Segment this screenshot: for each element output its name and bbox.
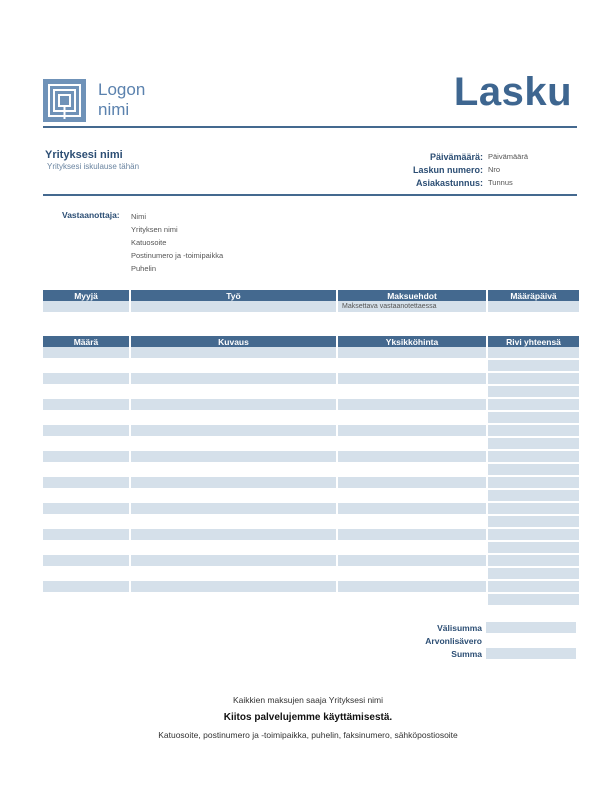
items-table-header — [43, 336, 579, 347]
meta-date — [390, 150, 580, 163]
item-description-cell[interactable] — [131, 555, 336, 568]
order-table-row — [43, 301, 579, 314]
item-line-total-cell[interactable] — [488, 425, 579, 438]
header-due-date: Määräpäivä — [488, 290, 579, 301]
item-description-cell[interactable] — [131, 386, 336, 399]
item-unit-price-cell[interactable] — [338, 477, 486, 490]
item-row — [43, 386, 579, 399]
item-quantity-cell[interactable] — [43, 386, 129, 399]
item-quantity-cell[interactable] — [43, 425, 129, 438]
item-quantity-cell[interactable] — [43, 399, 129, 412]
item-quantity-cell[interactable] — [43, 347, 129, 360]
item-unit-price-cell[interactable] — [338, 412, 486, 425]
item-line-total-cell[interactable] — [488, 477, 579, 490]
item-row — [43, 347, 579, 360]
item-unit-price-cell[interactable] — [338, 516, 486, 529]
item-line-total-cell[interactable] — [488, 347, 579, 360]
item-unit-price-cell[interactable] — [338, 568, 486, 581]
item-row — [43, 373, 579, 386]
recipient-postal[interactable]: Postinumero ja -toimipaikka — [131, 251, 224, 260]
item-line-total-cell[interactable] — [488, 451, 579, 464]
item-unit-price-cell[interactable] — [338, 464, 486, 477]
item-line-total-cell[interactable] — [488, 438, 579, 451]
item-row — [43, 438, 579, 451]
order-table — [41, 290, 581, 314]
item-line-total-cell[interactable] — [488, 581, 579, 594]
item-unit-price-cell[interactable] — [338, 360, 486, 373]
logo-name — [98, 80, 178, 120]
logo-line-1: Logon — [98, 80, 146, 99]
item-quantity-cell[interactable] — [43, 581, 129, 594]
items-table — [41, 336, 581, 607]
logo-line-2: nimi — [98, 100, 130, 119]
item-description-cell[interactable] — [131, 451, 336, 464]
item-line-total-cell[interactable] — [488, 594, 579, 607]
item-unit-price-cell[interactable] — [338, 373, 486, 386]
company-slogan: Yrityksesi iskulause tähän — [47, 162, 140, 171]
item-line-total-cell[interactable] — [488, 412, 579, 425]
item-line-total-cell[interactable] — [488, 360, 579, 373]
item-quantity-cell[interactable] — [43, 529, 129, 542]
header-seller: Myyjä — [43, 290, 129, 301]
item-quantity-cell[interactable] — [43, 490, 129, 503]
item-description-cell[interactable] — [131, 594, 336, 607]
meta-customer-id-label: Asiakastunnus: — [415, 177, 483, 188]
item-row — [43, 555, 579, 568]
item-row — [43, 425, 579, 438]
recipient-label: Vastaanottaja: — [62, 210, 120, 220]
subtotal-row — [380, 621, 576, 634]
item-row — [43, 477, 579, 490]
item-line-total-cell[interactable] — [488, 490, 579, 503]
item-line-total-cell[interactable] — [488, 529, 579, 542]
item-description-cell[interactable] — [131, 347, 336, 360]
item-row — [43, 581, 579, 594]
item-quantity-cell[interactable] — [43, 451, 129, 464]
header-rule — [43, 126, 577, 128]
subtotal-label: Välisumma — [437, 622, 482, 633]
meta-date-label: Päivämäärä: — [429, 151, 483, 162]
item-quantity-cell[interactable] — [43, 464, 129, 477]
item-unit-price-cell[interactable] — [338, 490, 486, 503]
item-row — [43, 542, 579, 555]
item-description-cell[interactable] — [131, 373, 336, 386]
item-row — [43, 464, 579, 477]
item-quantity-cell[interactable] — [43, 516, 129, 529]
meta-rule — [43, 194, 577, 196]
item-description-cell[interactable] — [131, 581, 336, 594]
recipient-address — [131, 210, 223, 275]
item-description-cell[interactable] — [131, 399, 336, 412]
item-description-cell[interactable] — [131, 490, 336, 503]
item-unit-price-cell[interactable] — [338, 438, 486, 451]
item-description-cell[interactable] — [131, 568, 336, 581]
item-row — [43, 360, 579, 373]
header-job: Työ — [131, 290, 336, 301]
item-unit-price-cell[interactable] — [338, 581, 486, 594]
item-line-total-cell[interactable] — [488, 399, 579, 412]
item-row — [43, 568, 579, 581]
due-date-cell[interactable] — [488, 301, 579, 314]
item-description-cell[interactable] — [131, 503, 336, 516]
item-unit-price-cell[interactable] — [338, 503, 486, 516]
item-line-total-cell[interactable] — [488, 542, 579, 555]
item-row — [43, 490, 579, 503]
item-description-cell[interactable] — [131, 477, 336, 490]
item-description-cell[interactable] — [131, 425, 336, 438]
item-row — [43, 412, 579, 425]
item-unit-price-cell[interactable] — [338, 347, 486, 360]
item-description-cell[interactable] — [131, 360, 336, 373]
meta-invoice-number — [390, 163, 580, 176]
vat-row — [380, 634, 576, 647]
totals — [380, 621, 576, 660]
item-line-total-cell[interactable] — [488, 373, 579, 386]
item-description-cell[interactable] — [131, 516, 336, 529]
vat-label: Arvonlisävero — [425, 635, 482, 646]
meta-customer-id-value[interactable]: Tunnus — [488, 178, 513, 187]
item-quantity-cell[interactable] — [43, 555, 129, 568]
logo-icon — [43, 79, 86, 122]
total-cell[interactable] — [486, 648, 576, 659]
item-line-total-cell[interactable] — [488, 568, 579, 581]
item-quantity-cell[interactable] — [43, 477, 129, 490]
item-quantity-cell[interactable] — [43, 594, 129, 607]
item-line-total-cell[interactable] — [488, 386, 579, 399]
item-line-total-cell[interactable] — [488, 503, 579, 516]
item-quantity-cell[interactable] — [43, 360, 129, 373]
meta-customer-id — [390, 176, 580, 189]
invoice-title: Lasku — [453, 70, 572, 114]
item-row — [43, 529, 579, 542]
meta-invoice-number-value[interactable]: Nro — [488, 165, 501, 174]
item-quantity-cell[interactable] — [43, 568, 129, 581]
vat-cell[interactable] — [486, 635, 576, 646]
item-unit-price-cell[interactable] — [338, 399, 486, 412]
total-row — [380, 647, 576, 660]
header-line-total: Rivi yhteensä — [488, 336, 579, 347]
meta-date-value[interactable]: Päivämäärä — [488, 152, 529, 161]
header-quantity: Määrä — [43, 336, 129, 347]
item-unit-price-cell[interactable] — [338, 594, 486, 607]
item-description-cell[interactable] — [131, 412, 336, 425]
item-row — [43, 594, 579, 607]
item-unit-price-cell[interactable] — [338, 451, 486, 464]
item-quantity-cell[interactable] — [43, 542, 129, 555]
recipient-phone[interactable]: Puhelin — [131, 264, 157, 273]
item-description-cell[interactable] — [131, 438, 336, 451]
item-quantity-cell[interactable] — [43, 438, 129, 451]
footer-thanks: Kiitos palvelujemme käyttämisestä. — [223, 712, 393, 723]
footer-contact: Katuosoite, postinumero ja -toimipaikka, puhelin, faksinumero, sähköpostiosoite — [158, 730, 458, 740]
item-row — [43, 516, 579, 529]
recipient-company[interactable]: Yrityksen nimi — [131, 225, 178, 234]
header-unit-price: Yksikköhinta — [338, 336, 486, 347]
item-description-cell[interactable] — [131, 529, 336, 542]
header-description: Kuvaus — [131, 336, 336, 347]
item-unit-price-cell[interactable] — [338, 386, 486, 399]
item-line-total-cell[interactable] — [488, 516, 579, 529]
item-description-cell[interactable] — [131, 464, 336, 477]
item-unit-price-cell[interactable] — [338, 425, 486, 438]
item-unit-price-cell[interactable] — [338, 555, 486, 568]
recipient-street[interactable]: Katuosoite — [131, 238, 167, 247]
recipient-name[interactable]: Nimi — [131, 212, 146, 221]
payment-terms-cell[interactable]: Maksettava vastaanotettaessa — [338, 301, 486, 314]
item-quantity-cell[interactable] — [43, 373, 129, 386]
item-row — [43, 503, 579, 516]
item-unit-price-cell[interactable] — [338, 542, 486, 555]
item-row — [43, 451, 579, 464]
subtotal-cell[interactable] — [486, 622, 576, 633]
seller-cell[interactable] — [43, 301, 129, 314]
item-unit-price-cell[interactable] — [338, 529, 486, 542]
total-label: Summa — [451, 648, 482, 659]
company-name: Yrityksesi nimi — [45, 149, 123, 161]
job-cell[interactable] — [131, 301, 336, 314]
footer-payable: Kaikkien maksujen saaja Yrityksesi nimi — [232, 695, 384, 705]
invoice-meta — [390, 150, 580, 189]
item-line-total-cell[interactable] — [488, 555, 579, 568]
item-line-total-cell[interactable] — [488, 464, 579, 477]
meta-invoice-number-label: Laskun numero: — [412, 164, 483, 175]
item-row — [43, 399, 579, 412]
item-quantity-cell[interactable] — [43, 503, 129, 516]
item-quantity-cell[interactable] — [43, 412, 129, 425]
header-payment-terms: Maksuehdot — [338, 290, 486, 301]
item-description-cell[interactable] — [131, 542, 336, 555]
order-table-header — [43, 290, 579, 301]
